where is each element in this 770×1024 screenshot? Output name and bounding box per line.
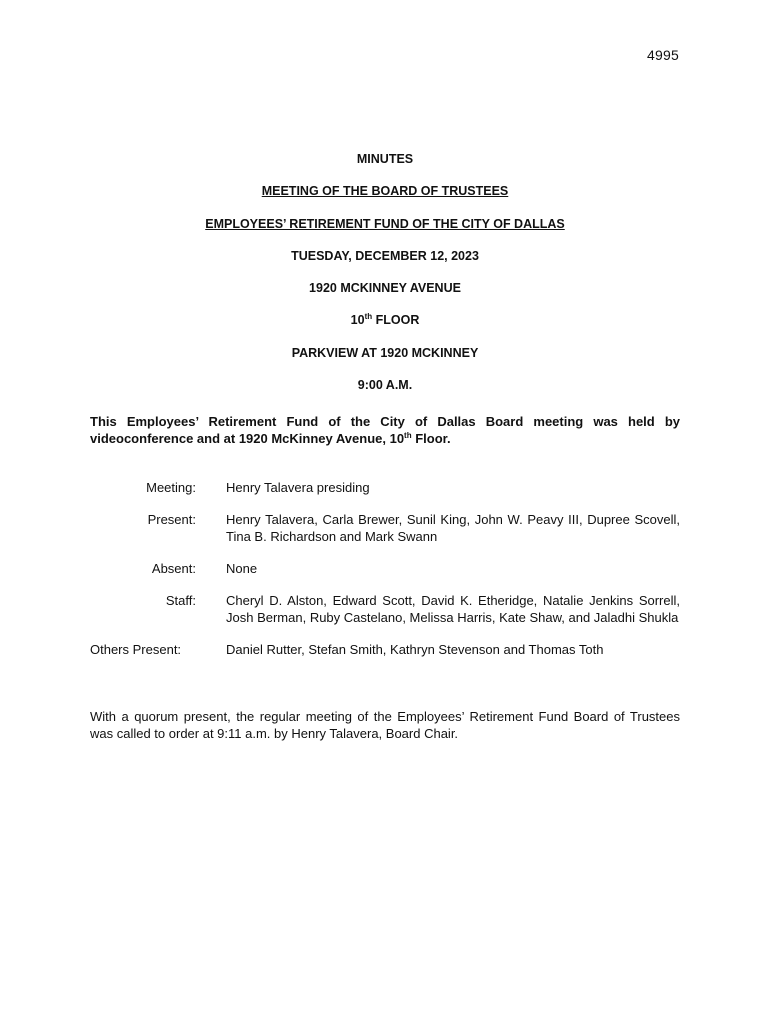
closing-paragraph: With a quorum present, the regular meeting of the Employees’ Retirement Fund Board of Trustees was called to order at 9:11 a.m. by Henry Talavera, Board Chair. (90, 709, 680, 741)
header-floor-label: FLOOR (372, 313, 420, 328)
attendance-row-others (90, 641, 680, 658)
page-number: 4995 (647, 47, 679, 63)
others-value: Daniel Rutter, Stefan Smith, Kathryn Stevenson and Thomas Toth (226, 642, 604, 657)
meeting-value: Henry Talavera presiding (226, 480, 370, 495)
header-floor-suffix: th (364, 312, 373, 322)
others-label: Others Present: (90, 642, 182, 657)
header-date: TUESDAY, DECEMBER 12, 2023 (291, 248, 479, 263)
attendance-row-present (90, 511, 680, 545)
header-venue: PARKVIEW AT 1920 MCKINNEY (291, 345, 479, 360)
present-label: Present: (147, 512, 196, 527)
attendance-row-meeting (90, 479, 680, 496)
header-floor (0, 312, 770, 328)
header-minutes: MINUTES (356, 152, 414, 166)
minutes-header (0, 151, 770, 409)
absent-label: Absent: (151, 561, 196, 576)
attendance-list (90, 479, 680, 673)
intro-paragraph (90, 413, 680, 447)
intro-text-after: Floor. (411, 431, 451, 446)
header-fund (0, 216, 770, 232)
header-meeting (0, 183, 770, 199)
header-time: 9:00 A.M. (357, 378, 413, 393)
header-floor-number: 10 (350, 313, 365, 328)
staff-value: Cheryl D. Alston, Edward Scott, David K. Etheridge, Natalie Jenkins Sorrell, Josh Berman, Ruby Castelano, Melissa Harris, Kate Shaw, and Jaladhi Shukla (226, 593, 680, 625)
intro-text-before: This Employees’ Retirement Fund of the City of Dallas Board meeting was held by videoconference and at 1920 McKinney Avenue, 10 (90, 414, 680, 446)
attendance-row-absent (90, 560, 680, 577)
meeting-label: Meeting: (146, 480, 196, 495)
absent-value: None (226, 561, 258, 576)
header-meeting-text: MEETING OF THE BOARD OF TRUSTEES (261, 184, 509, 199)
present-value: Henry Talavera, Carla Brewer, Sunil King, John W. Peavy III, Dupree Scovell, Tina B. Richardson and Mark Swann (226, 512, 680, 544)
header-fund-text: EMPLOYEES’ RETIREMENT FUND OF THE CITY OF DALLAS (205, 216, 565, 231)
staff-label: Staff: (165, 593, 196, 608)
header-address: 1920 MCKINNEY AVENUE (309, 281, 461, 296)
intro-suffix: th (404, 431, 412, 440)
attendance-row-staff (90, 592, 680, 626)
